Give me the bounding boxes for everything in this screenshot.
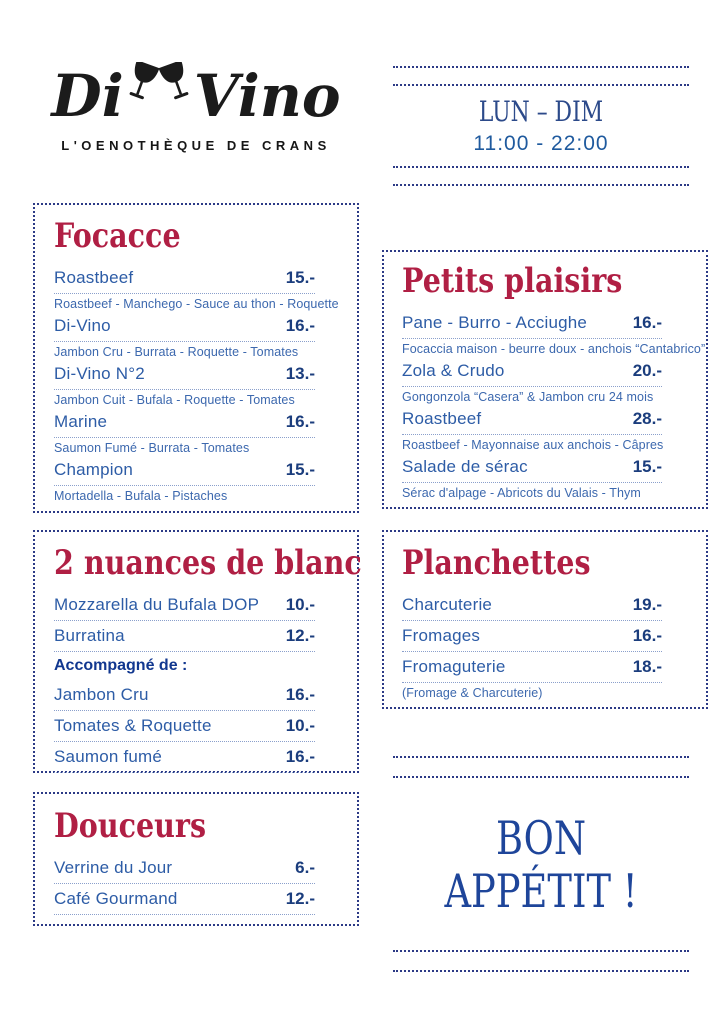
- brand-tagline: L'OENOTHÈQUE DE CRANS: [61, 138, 331, 153]
- item-name: Fromages: [402, 626, 481, 645]
- brand-name-part2: Vino: [193, 61, 341, 130]
- section-title: Douceurs: [54, 806, 207, 846]
- section-title: 2 nuances de blanc: [54, 543, 362, 583]
- item-name: Roastbeef: [54, 268, 134, 287]
- item-description: Saumon Fumé - Burrata - Tomates: [54, 441, 250, 455]
- section-douceurs: [33, 792, 359, 926]
- item-price: 18.-: [632, 657, 662, 676]
- item-name: Di-Vino: [54, 316, 111, 335]
- item-row: [54, 364, 315, 390]
- item-description: Gongonzola “Casera” & Jambon cru 24 mois: [402, 390, 654, 404]
- closing-text: [423, 812, 660, 918]
- item-row: [402, 657, 662, 683]
- item-price: 12.-: [285, 889, 315, 908]
- menu-item: [54, 364, 315, 407]
- item-row: [54, 412, 315, 438]
- menu-item: [402, 626, 662, 652]
- item-name: Jambon Cru: [54, 685, 149, 704]
- closing-line1: BON: [495, 811, 587, 865]
- menu-item: [402, 313, 706, 356]
- item-price: 16.-: [632, 313, 662, 332]
- menu-item: [402, 457, 662, 500]
- menu-item: [54, 626, 315, 652]
- item-row: [54, 595, 315, 621]
- menu-item: [54, 268, 339, 311]
- item-name: Champion: [54, 460, 134, 479]
- menu-item: [54, 716, 315, 742]
- item-row: [54, 747, 315, 773]
- item-row: [402, 313, 662, 339]
- dotted-divider: [393, 84, 689, 86]
- item-description: Jambon Cru - Burrata - Roquette - Tomates: [54, 345, 299, 359]
- menu-item: [54, 460, 315, 503]
- item-name: Tomates & Roquette: [54, 716, 212, 735]
- dotted-divider: [393, 950, 689, 952]
- item-price: 15.-: [285, 460, 315, 479]
- item-price: 6.-: [295, 858, 315, 877]
- item-name: Burratina: [54, 626, 125, 645]
- item-row: [402, 626, 662, 652]
- section-title: Planchettes: [402, 543, 591, 583]
- item-row: [54, 268, 315, 294]
- dotted-divider: [393, 970, 689, 972]
- item-row: [402, 457, 662, 483]
- item-price: 13.-: [285, 364, 315, 383]
- brand-logo: [42, 62, 350, 153]
- brand-name-part1: Di: [51, 61, 124, 130]
- item-name: Mozzarella du Bufala DOP: [54, 595, 260, 614]
- item-price: 28.-: [632, 409, 662, 428]
- item-price: 16.-: [632, 626, 662, 645]
- accompaniments-label: Accompagné de :: [54, 657, 188, 674]
- item-name: Salade de sérac: [402, 457, 528, 476]
- item-row: [54, 889, 315, 915]
- menu-item: [54, 747, 315, 773]
- menu-item: [54, 595, 315, 621]
- item-price: 16.-: [285, 412, 315, 431]
- item-row: [54, 316, 315, 342]
- brand-name: [42, 62, 350, 129]
- item-description: Roastbeef - Manchego - Sauce au thon - Roquette: [54, 297, 339, 311]
- item-description: Mortadella - Bufala - Pistaches: [54, 489, 228, 503]
- item-name: Marine: [54, 412, 108, 431]
- closing-line2: APPÉTIT !: [444, 863, 638, 918]
- item-name: Di-Vino N°2: [54, 364, 145, 383]
- dotted-divider: [393, 776, 689, 778]
- section-title: Petits plaisirs: [402, 261, 623, 301]
- menu-item: [402, 657, 662, 700]
- section-planchettes: [382, 530, 708, 709]
- section-title: Focacce: [54, 216, 181, 256]
- item-name: Fromaguterie: [402, 657, 506, 676]
- item-price: 16.-: [285, 316, 315, 335]
- menu-item: [54, 889, 315, 915]
- section-2-nuances-de-blanc: [33, 530, 362, 773]
- wine-glasses-icon: [128, 62, 190, 123]
- item-description: Roastbeef - Mayonnaise aux anchois - Câpres: [402, 438, 664, 452]
- item-description: Jambon Cuit - Bufala - Roquette - Tomates: [54, 393, 295, 407]
- menu-item: [402, 595, 662, 621]
- menu-item: [402, 361, 662, 404]
- item-row: [402, 361, 662, 387]
- item-row: [402, 409, 662, 435]
- item-name: Charcuterie: [402, 595, 493, 614]
- item-row: [54, 685, 315, 711]
- item-price: 10.-: [285, 595, 315, 614]
- dotted-divider: [393, 66, 689, 68]
- menu-item: [54, 316, 315, 359]
- section-petits-plaisirs: [382, 250, 708, 509]
- item-price: 19.-: [632, 595, 662, 614]
- item-row: [54, 716, 315, 742]
- item-price: 16.-: [285, 747, 315, 766]
- item-description: Sérac d'alpage - Abricots du Valais - Thym: [402, 486, 641, 500]
- item-price: 15.-: [285, 268, 315, 287]
- hours-time: 11:00 - 22:00: [473, 132, 609, 155]
- item-price: 16.-: [285, 685, 315, 704]
- closing-message: [393, 756, 689, 972]
- item-price: 20.-: [632, 361, 662, 380]
- item-price: 10.-: [285, 716, 315, 735]
- section-focacce: [33, 203, 359, 513]
- item-name: Zola & Crudo: [402, 361, 505, 380]
- menu-item: [402, 409, 662, 452]
- item-name: Café Gourmand: [54, 889, 178, 908]
- dotted-divider: [393, 184, 689, 186]
- item-row: [54, 626, 315, 652]
- item-row: [54, 460, 315, 486]
- item-name: Roastbeef: [402, 409, 482, 428]
- item-description: (Fromage & Charcuterie): [402, 686, 543, 700]
- item-name: Pane - Burro - Acciughe: [402, 313, 588, 332]
- item-name: Saumon fumé: [54, 747, 163, 766]
- item-price: 15.-: [632, 457, 662, 476]
- menu-item: [54, 685, 315, 711]
- item-row: [54, 858, 315, 884]
- item-description: Focaccia maison - beurre doux - anchois “Cantabrico”: [402, 342, 706, 356]
- item-name: Verrine du Jour: [54, 858, 173, 877]
- opening-hours: [393, 66, 689, 186]
- menu-item: [54, 858, 315, 884]
- dotted-divider: [393, 166, 689, 168]
- menu-item: [54, 412, 315, 455]
- dotted-divider: [393, 756, 689, 758]
- item-price: 12.-: [285, 626, 315, 645]
- item-row: [402, 595, 662, 621]
- hours-days: LUN – DIM: [478, 95, 604, 128]
